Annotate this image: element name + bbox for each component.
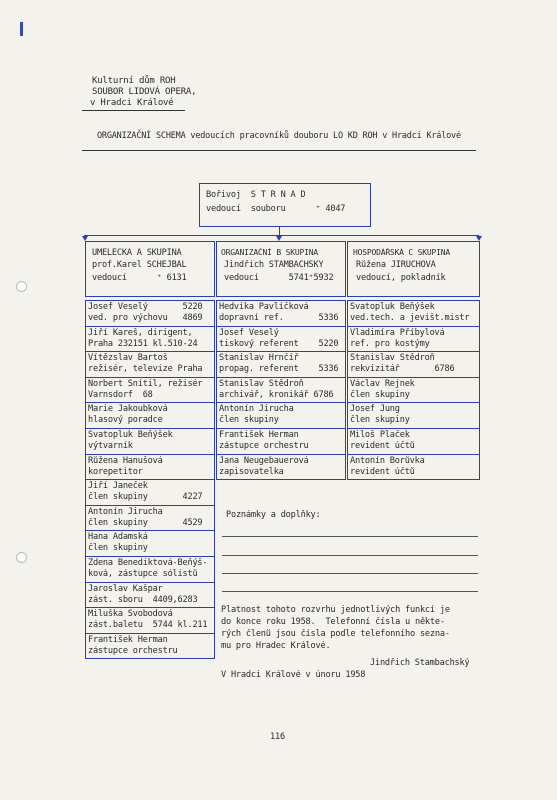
member-a-name: Jiří Kareš, dirigent, — [88, 327, 193, 338]
document-title: ORGANIZAČNÍ SCHEMA vedoucích pracovníků douboru LO KD ROH v Hradci Králové — [97, 131, 461, 141]
notes-line-4 — [222, 591, 478, 592]
notes-line-3 — [222, 573, 478, 574]
member-b-name: Antonín Jirucha — [219, 404, 294, 415]
member-a-role: ved. pro výchovu 4869 — [88, 313, 203, 323]
member-a-name: Vítězslav Bartoš — [88, 353, 168, 364]
punch-hole-top — [16, 281, 27, 292]
member-c-name: Vladimíra Příbylová — [350, 327, 445, 338]
member-c-role: revident účtů — [350, 466, 415, 477]
member-a-role: zást.baletu 5744 kl.211 — [88, 620, 208, 631]
member-c-name: Václav Rejnek — [350, 378, 415, 389]
punch-hole-bottom — [16, 552, 27, 563]
title-underline — [82, 150, 476, 151]
member-a-role: člen skupiny 4227 — [88, 492, 203, 503]
member-a-name: Svatopluk Beňýšek — [88, 430, 173, 440]
notes-line-2 — [222, 555, 478, 556]
connector-stem — [279, 227, 280, 235]
group-b-head: Jindřich ŠTAMBACHSKÝ — [224, 260, 324, 270]
member-a-name: Zdena Benediktová-Beňýš- — [88, 558, 208, 568]
member-b-role: propag. referent 5336 — [219, 364, 339, 375]
member-a-role: Praha 232151 kl.510-24 — [88, 338, 198, 349]
validity-line-2: do konce roku 1958. Telefonní čísla u někte- — [221, 617, 445, 627]
header-underline — [82, 110, 185, 111]
signature-name: Jindřich Štambachský — [370, 658, 470, 668]
group-a-role: vedoucí ⁺ 6131 — [92, 273, 187, 283]
member-b-name: Jana Neugebauerová — [219, 455, 309, 466]
member-c-name: Antonín Borůvka — [350, 455, 425, 466]
member-a-name: Růžena Hanušová — [88, 455, 163, 466]
member-c-role: člen skupiny — [350, 415, 410, 426]
member-a-name: Miluška Svobodová — [88, 609, 173, 620]
corner-mark — [20, 22, 23, 36]
member-a-role: člen skupiny — [88, 543, 148, 554]
member-c-role: rekvizitář 6786 — [350, 364, 455, 375]
member-a-name: Antonín Jirucha — [88, 506, 163, 517]
member-c-name: Miloš Plaček — [350, 430, 410, 440]
group-c-role: vedoucí, pokladník — [356, 273, 446, 283]
group-b-role: vedoucí 5741⁺5932 — [224, 273, 334, 283]
member-a-role: zást. sboru 4409,6283 — [88, 594, 198, 605]
member-a-name: Jaroslav Kašpar — [88, 583, 163, 594]
org-name-line3: v Hradci Králové — [90, 98, 174, 108]
group-b-title: ORGANIZAČNÍ B SKUPINA — [221, 248, 318, 257]
validity-line-4: mu pro Hradec Králové. — [221, 641, 331, 651]
member-a-name: František Herman — [88, 634, 168, 645]
member-a-role: zástupce orchestru — [88, 645, 178, 656]
notes-line-1 — [222, 536, 478, 537]
member-a-role: ková, zástupce sólistů — [88, 569, 198, 579]
director-role: vedoucí souboru ⁺ 4047 — [206, 204, 346, 214]
notes-label: Poznámky a doplňky: — [226, 510, 321, 520]
member-b-role: člen skupiny — [219, 415, 279, 426]
member-b-name: Stanislav Štědroň — [219, 378, 304, 389]
place-date: V Hradci Králové v únoru 1958 — [221, 670, 366, 680]
member-a-name: Marie Jakoubková — [88, 404, 168, 415]
page-number: 116 — [270, 732, 285, 742]
member-a-name: Hana Adamská — [88, 532, 148, 543]
director-name: Bořivoj S T R N A D — [206, 190, 306, 200]
org-name-line2: SOUBOR LIDOVÁ OPERA, — [92, 87, 197, 97]
member-c-role: revident účtů — [350, 441, 415, 451]
member-a-name: Norbert Snítil, režisér — [88, 378, 203, 389]
group-a-title: UMĚLECKÁ A SKUPINA — [92, 248, 182, 258]
member-c-name: Josef Jung — [350, 404, 400, 415]
member-a-name: Jiří Janeček — [88, 481, 148, 492]
member-a-name: Josef Veselý 5220 — [88, 302, 203, 312]
validity-line-3: rých členů jsou čísla podle telefonního sezna- — [221, 629, 450, 639]
member-b-name: Josef Veselý — [219, 327, 279, 338]
member-a-role: Varnsdorf 68 — [88, 389, 153, 400]
validity-line-1: Platnost tohoto rozvrhu jednotlivých funkcí je — [221, 605, 450, 615]
member-a-role: režisér, televize Praha — [88, 364, 203, 375]
org-name-line1: Kulturní dům ROH — [92, 76, 176, 86]
member-b-name: Stanislav Hrnčíř — [219, 353, 299, 364]
member-c-name: Svatopluk Beňýšek — [350, 302, 435, 312]
group-a-head: prof.Karel SCHEJBAL — [92, 260, 187, 270]
member-b-role: zapisovatelka — [219, 466, 284, 477]
member-a-role: korepetitor — [88, 466, 143, 477]
member-c-role: člen skupiny — [350, 389, 410, 400]
member-a-role: hlasový poradce — [88, 415, 163, 426]
member-a-role: člen skupiny 4529 — [88, 517, 203, 528]
member-c-name: Stanislav Štědroň — [350, 353, 435, 364]
member-b-role: zástupce orchestru — [219, 441, 309, 451]
group-c-head: Růžena JIRUCHOVÁ — [356, 260, 436, 270]
group-c-title: HOSPODÁŘSKÁ C SKUPINA — [353, 248, 450, 257]
member-b-name: František Herman — [219, 430, 299, 440]
member-b-role: archivář, kronikář 6786 — [219, 389, 334, 400]
member-a-role: výtvarník — [88, 441, 133, 451]
member-b-role: tiskový referent 5220 — [219, 338, 339, 349]
member-b-role: dopravní ref. 5336 — [219, 313, 339, 323]
member-c-role: ref. pro kostýmy — [350, 338, 430, 349]
member-c-role: ved.tech. a jevišt.mistr — [350, 313, 470, 323]
member-b-name: Hedvika Pavlíčková — [219, 302, 309, 312]
